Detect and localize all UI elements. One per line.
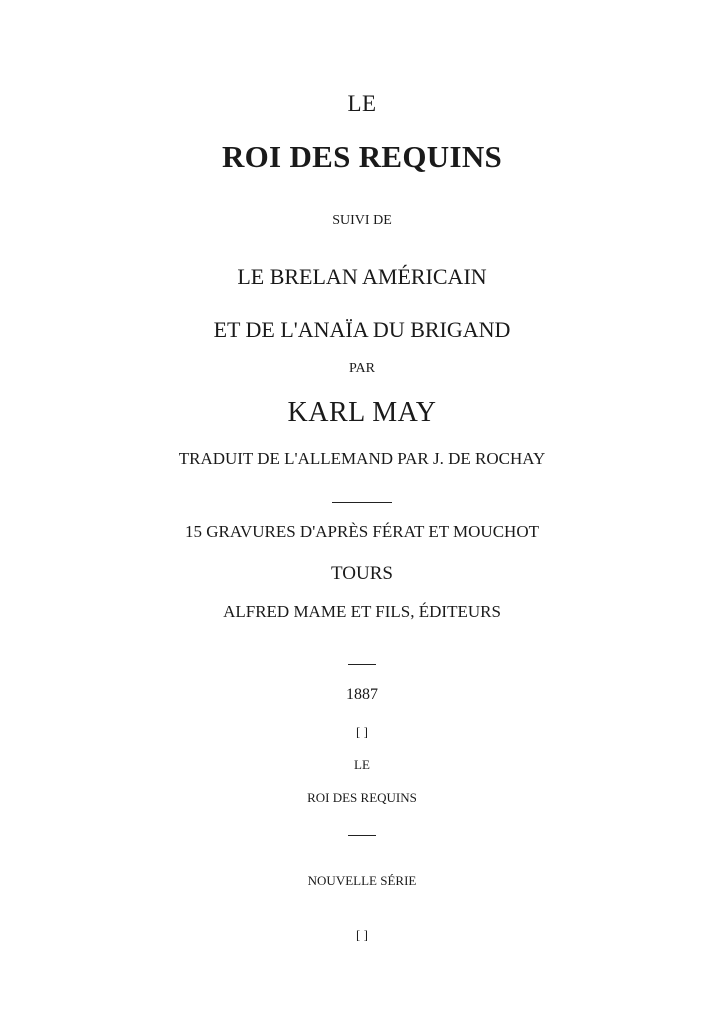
divider-rule [348,664,376,665]
publisher-name: ALFRED MAME ET FILS, ÉDITEURS [223,602,501,621]
half-title: ROI DES REQUINS [307,790,417,805]
author-name: KARL MAY [287,397,437,428]
subtitle-one: LE BRELAN AMÉRICAIN [237,264,487,289]
image-placeholder: [ ] [356,724,368,739]
publication-city: TOURS [331,563,393,584]
followed-by-label: SUIVI DE [332,213,392,228]
title-article: LE [347,91,377,116]
subtitle-two: ET DE L'ANAÏA DU BRIGAND [213,317,511,342]
book-title: ROI DES REQUINS [221,139,503,174]
engravings-credit: 15 GRAVURES D'APRÈS FÉRAT ET MOUCHOT [185,522,539,541]
divider-rule [348,835,376,836]
publication-year: 1887 [346,686,378,703]
by-label: PAR [349,361,375,376]
series-label: NOUVELLE SÉRIE [307,873,417,888]
translator-credit: TRADUIT DE L'ALLEMAND PAR J. DE ROCHAY [178,449,546,468]
divider-rule [332,502,392,503]
half-title-article: LE [354,757,370,772]
image-placeholder: [ ] [356,927,368,942]
